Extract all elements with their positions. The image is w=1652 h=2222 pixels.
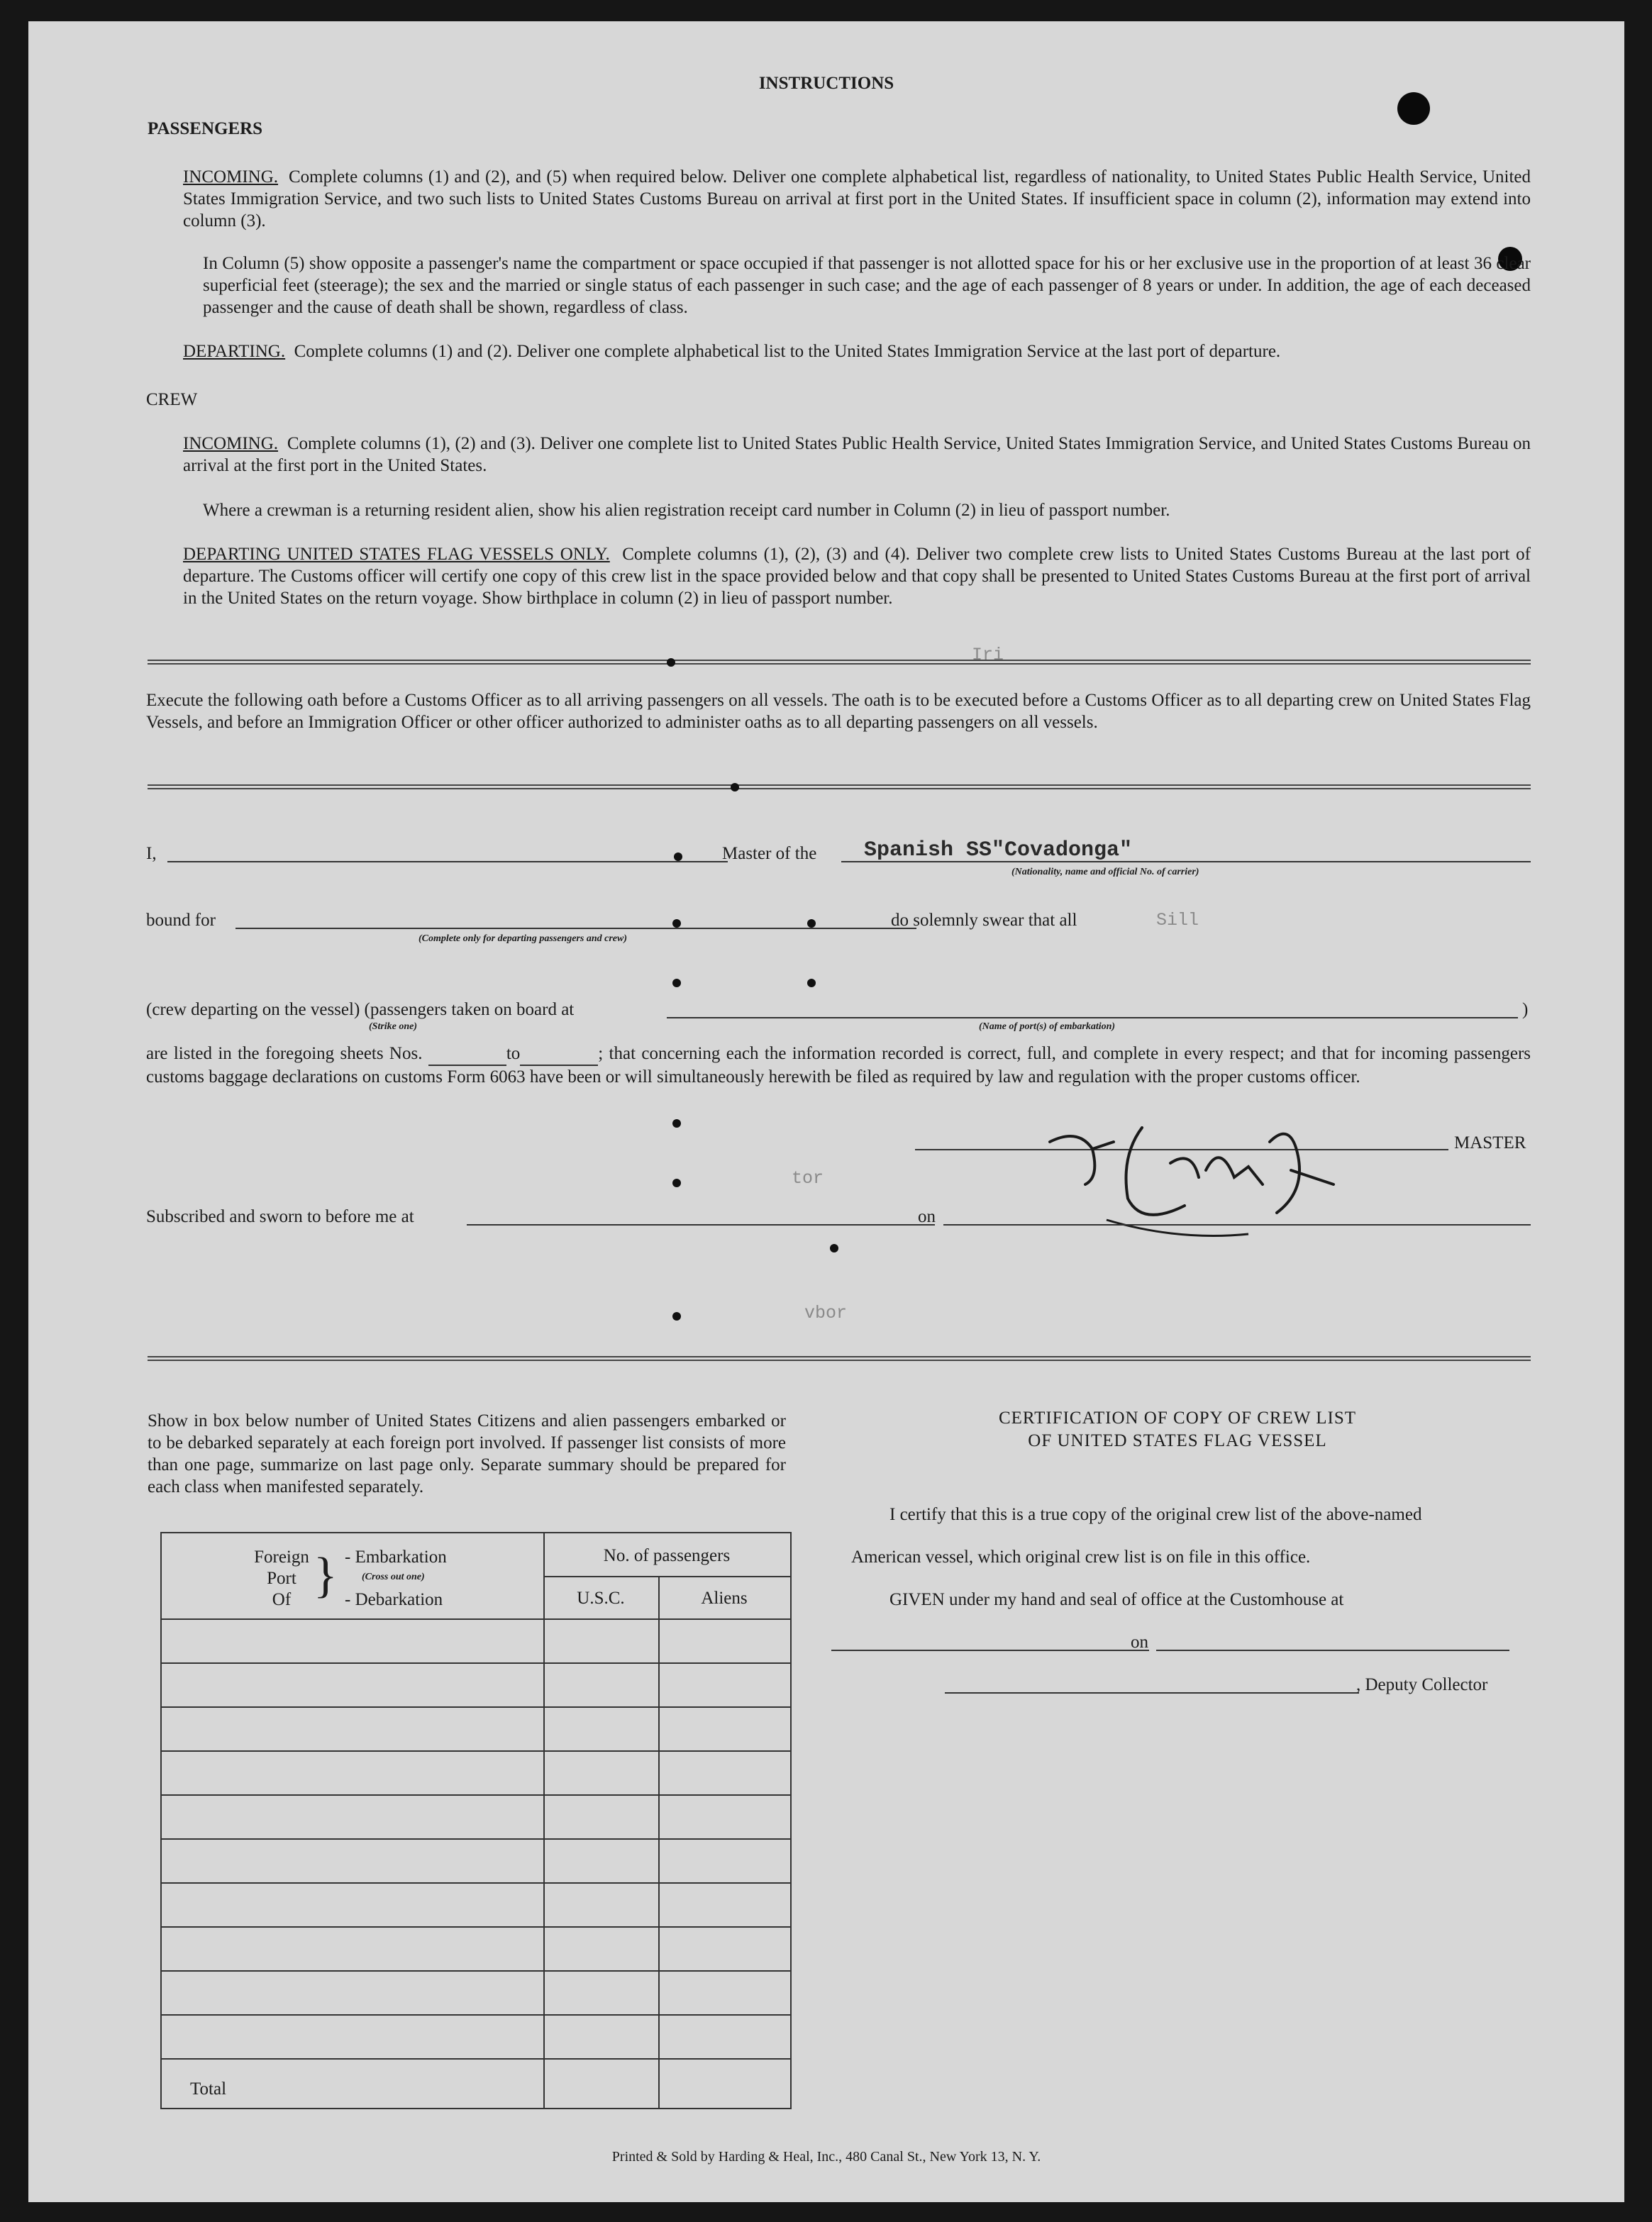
punch-hole — [731, 783, 739, 791]
passengers-column5: In Column (5) show opposite a passenger's name the compartment or space occupied if that passenger is not allotted space for his or her exclusive use in the proportion of at least 36 clear superficial feet (steerage); the sex and the married or single status of each passenger in such case; and the age of each passenger of 8 years or under. In addition, the age of each deceased passenger and the cause of death shall be shown, regardless of class. — [203, 254, 1531, 317]
table-port: Port — [267, 1569, 296, 1588]
summary-instructions: Show in box below number of United States Citizens and alien passengers embarked or to be debarked separately at each foreign port involved. If passenger list consists of more than one page, summarize on last page only. Separate summary should be prepared for each class when manifested separately. — [148, 1411, 786, 1496]
crew-incoming — [183, 433, 1531, 477]
punch-hole — [807, 979, 816, 987]
punch-hole — [672, 1119, 681, 1128]
bound-for-field[interactable] — [235, 928, 916, 929]
customhouse-place-field[interactable] — [831, 1650, 1149, 1651]
master-label: MASTER — [1454, 1133, 1526, 1152]
oath-listed — [146, 1043, 1531, 1088]
table-row — [162, 1838, 790, 1840]
sworn-date-field[interactable] — [943, 1224, 1531, 1226]
punch-hole — [830, 1244, 838, 1252]
table-total: Total — [190, 2079, 227, 2099]
table-row — [162, 1706, 790, 1708]
deputy-collector-signature[interactable] — [945, 1692, 1359, 1694]
table-divider — [658, 1576, 660, 2108]
table-row — [162, 2058, 790, 2060]
footer-printer: Printed & Sold by Harding & Heal, Inc., 480 Canal St., New York 13, N. Y. — [611, 2149, 1041, 2165]
crew-heading: CREW — [146, 390, 198, 409]
table-embarkation: - Embarkation — [345, 1548, 447, 1567]
passengers-departing — [183, 340, 1531, 362]
certification-title-2: OF UNITED STATES FLAG VESSEL — [1028, 1431, 1327, 1450]
oath-master-of: Master of the — [722, 844, 817, 863]
oath-listed-to: to — [506, 1044, 521, 1063]
table-header-divider — [162, 1618, 790, 1620]
summary-table — [160, 1532, 792, 2109]
punch-hole — [807, 919, 816, 928]
vessel-name: Spanish SS"Covadonga" — [864, 838, 1133, 862]
vessel-caption: (Nationality, name and official No. of carrier) — [1011, 867, 1199, 877]
oath-i-label: I, — [146, 844, 157, 863]
table-row — [162, 1750, 790, 1752]
punch-hole — [667, 658, 675, 667]
oath-on-label: on — [918, 1207, 936, 1226]
table-row — [162, 1662, 790, 1664]
master-name-field[interactable] — [167, 861, 728, 862]
brace-icon: } — [314, 1548, 338, 1603]
oath-crew-departing: (crew departing on the vessel) (passengers taken on board at — [146, 1000, 575, 1019]
punch-hole — [672, 1179, 681, 1187]
punch-hole — [672, 979, 681, 987]
oath-bound-for: bound for — [146, 911, 216, 930]
certification-given: GIVEN under my hand and seal of office at the Customhouse at — [889, 1590, 1344, 1609]
certification-title-1: CERTIFICATION OF COPY OF CREW LIST — [998, 1409, 1357, 1428]
ink-blot — [1397, 92, 1430, 125]
master-signature — [1036, 1099, 1348, 1255]
separator-line — [148, 784, 1531, 789]
sheet-to-field[interactable] — [520, 1043, 598, 1066]
oath-swear: do solemnly swear that all — [891, 911, 1077, 930]
oath-intro: Execute the following oath before a Customs Officer as to all arriving passengers on all vessels. The oath is to be executed before a Customs Officer as to all departing crew on United States Flag Vessels, and before an Immigration Officer or other officer authorized to administer oaths as to all departing passengers on all vessels. — [146, 691, 1531, 732]
table-row — [162, 1926, 790, 1928]
strike-caption: (Strike one) — [369, 1021, 418, 1032]
embarkation-port-field[interactable] — [667, 1017, 1518, 1018]
separator-line — [148, 1356, 1531, 1361]
passengers-incoming-text: Complete columns (1) and (2), and (5) when required below. Deliver one complete alphabetical list, regardless of nationality, to United States Public Health Service, United States Immigration Service, and two such lists to United States Customs Bureau on arrival at first port in the United States. If insufficient space in column (2), information may extend into column (3). — [183, 167, 1531, 230]
table-usc: U.S.C. — [577, 1589, 625, 1608]
passengers-departing-text: Complete columns (1) and (2). Deliver one complete alphabetical list to the United States Immigration Service at the last port of departure. — [294, 342, 1281, 361]
table-no-passengers: No. of passengers — [603, 1546, 731, 1565]
page-title: INSTRUCTIONS — [758, 74, 894, 93]
crew-departing — [183, 543, 1531, 609]
certification-on-label: on — [1131, 1633, 1148, 1652]
passengers-incoming-label: INCOMING. — [183, 167, 279, 187]
table-of: Of — [272, 1590, 292, 1609]
table-debarkation: - Debarkation — [345, 1590, 443, 1609]
bleed-through-text: vbor — [804, 1303, 848, 1323]
certification-certify: I certify that this is a true copy of the original crew list of the above-named — [889, 1505, 1422, 1524]
port-caption: (Name of port(s) of embarkation) — [979, 1021, 1116, 1032]
table-row — [162, 2014, 790, 2016]
bleed-through-text: Iri — [972, 645, 1004, 665]
sworn-place-field[interactable] — [467, 1224, 935, 1226]
certification-vessel-line: American vessel, which original crew list is on file in this office. — [851, 1548, 1311, 1567]
crew-departing-label: DEPARTING UNITED STATES FLAG VESSELS ONLY. — [183, 545, 610, 564]
oath-subscribed: Subscribed and sworn to before me at — [146, 1207, 414, 1226]
crew-incoming-text: Complete columns (1), (2) and (3). Deliver one complete list to United States Public Health Service, United States Immigration Service, and United States Customs Bureau on arrival at the first port in the United States. — [183, 434, 1531, 475]
crew-incoming-label: INCOMING. — [183, 434, 279, 453]
passengers-departing-label: DEPARTING. — [183, 342, 286, 361]
crew-resident: Where a crewman is a returning resident alien, show his alien registration receipt card number in Column (2) in lieu of passport number. — [203, 501, 1170, 520]
passengers-heading: PASSENGERS — [148, 119, 263, 138]
separator-line — [148, 660, 1531, 665]
bleed-through-text: tor — [792, 1168, 824, 1189]
punch-hole — [674, 852, 682, 861]
customhouse-date-field[interactable] — [1156, 1650, 1509, 1651]
table-row — [162, 1970, 790, 1972]
bound-caption: (Complete only for departing passengers and crew) — [418, 933, 627, 944]
form-page — [28, 21, 1624, 2202]
certification-deputy: , Deputy Collector — [1356, 1675, 1488, 1694]
table-row — [162, 1794, 790, 1796]
punch-hole — [672, 1312, 681, 1321]
table-divider — [543, 1576, 790, 1577]
oath-listed-a: are listed in the foregoing sheets Nos. — [146, 1044, 423, 1063]
table-cross-out: (Cross out one) — [362, 1572, 425, 1582]
passengers-incoming — [183, 166, 1531, 232]
bleed-through-text: Sill — [1156, 910, 1199, 931]
crew-departing-text: Complete columns (1), (2), (3) and (4). Deliver two complete crew lists to United States Customs Bureau at the last port of departure. The Customs officer will certify one copy of this crew list in the space provided below and that copy shall be presented to United States Customs Bureau at the first port of arrival in the United States on the return voyage. Show birthplace in column (2) in lieu of passport number. — [183, 545, 1531, 608]
table-foreign: Foreign — [254, 1548, 309, 1567]
sheet-from-field[interactable] — [428, 1043, 506, 1066]
table-row — [162, 1882, 790, 1884]
oath-close-paren: ) — [1522, 1000, 1529, 1019]
punch-hole — [672, 919, 681, 928]
oath-listed-b: ; that concerning each the information recorded is correct, full, and complete in every respect; and that for incoming passengers customs baggage declarations on customs Form 6063 have been or will simultaneously herewith be filed as required by law and regulation with the proper customs officer. — [146, 1044, 1531, 1087]
table-aliens: Aliens — [701, 1589, 748, 1608]
